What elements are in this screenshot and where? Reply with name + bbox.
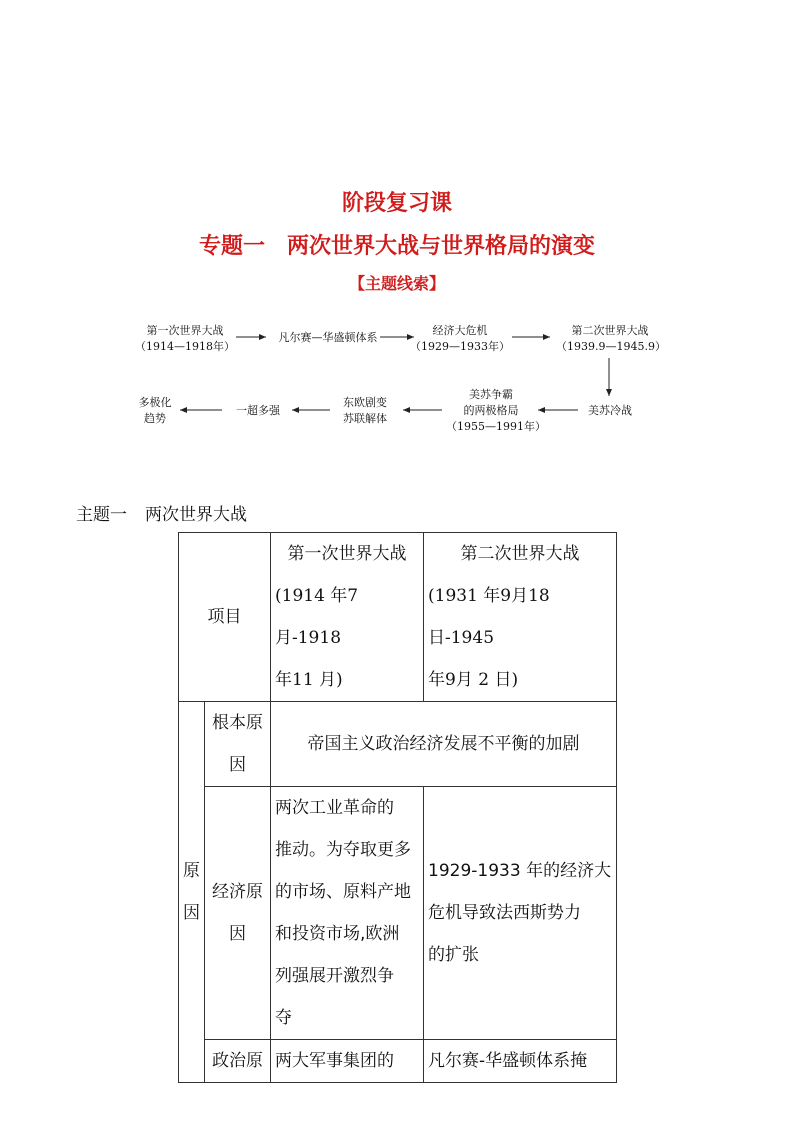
flow-node-bipolar: [446, 387, 546, 435]
political-cause-label: [205, 1040, 271, 1083]
section-label: 主题一: [76, 505, 127, 525]
cell-text: 帝国主义政治经济发展不平衡的加剧: [307, 734, 580, 754]
flow-node-soviet-collapse: [330, 395, 400, 427]
node-text: 多极化: [138, 396, 172, 409]
node-text: （1914—1918年）: [135, 340, 235, 353]
topic-title: 专题一 两次世界大战与世界格局的演变: [198, 234, 595, 259]
cell-text: 列强展开激烈争: [275, 966, 394, 986]
node-text: 美苏冷战: [588, 404, 632, 417]
table-header-row: [179, 533, 617, 702]
cell-text: 1929-1933 年的经济大: [428, 861, 612, 881]
node-text: 美苏争霸: [469, 388, 513, 401]
flow-node-versailles: [268, 330, 388, 346]
node-text: 趋势: [144, 412, 166, 425]
cell-text: 因: [229, 755, 246, 775]
cell-text: 的市场、原料产地: [275, 882, 411, 902]
root-cause-value: [271, 702, 617, 787]
node-text: 苏联解体: [343, 412, 387, 425]
flow-node-cold-war: [580, 403, 640, 419]
econ-cause-ww2: [424, 787, 617, 1040]
cell-text: 夺: [275, 1008, 292, 1028]
cell-text: 年9月 2 日): [428, 670, 519, 690]
flow-node-ww2: [556, 323, 664, 355]
cell-text: (1931 年9月18日-1945: [428, 586, 550, 648]
node-text: （1955—1991年）: [446, 420, 546, 433]
table-row-econ-cause: [179, 787, 617, 1040]
political-cause-ww2: [424, 1040, 617, 1083]
cell-text: 根本原: [212, 713, 263, 733]
node-text: 的两极格局: [463, 404, 519, 417]
cell-text: 原: [183, 861, 200, 881]
node-text: 第二次世界大战: [571, 324, 649, 337]
cell-text: 两大军事集团的: [275, 1051, 394, 1071]
node-text: 第一次世界大战: [146, 324, 224, 337]
flow-node-superpower: [226, 403, 290, 419]
section-heading: [76, 500, 247, 525]
cell-text: 因: [183, 903, 200, 923]
header-ww2: [424, 533, 617, 702]
cell-text: 第一次世界大战: [287, 544, 407, 564]
node-text: （1939.9—1945.9）: [556, 340, 666, 353]
econ-cause-ww1: [271, 787, 424, 1040]
flow-node-depression: [410, 323, 510, 355]
econ-cause-label: [205, 787, 271, 1040]
clue-label: 【主题线索】: [348, 274, 445, 293]
cell-text: (1914 年7月-1918: [275, 586, 359, 648]
table-row-root-cause: [179, 702, 617, 787]
node-text: 一超多强: [236, 404, 280, 417]
table-row-political-cause: [179, 1040, 617, 1083]
cell-text: 经济原: [212, 882, 263, 902]
flow-node-multipolar: [130, 395, 180, 427]
flow-node-ww1: [130, 323, 240, 355]
cell-text: 年11 月): [275, 670, 343, 690]
cell-text: 因: [229, 924, 246, 944]
cell-text: 第二次世界大战: [460, 544, 580, 564]
node-text: 经济大危机: [432, 324, 488, 337]
cell-text: 和投资市场,欧洲: [275, 924, 400, 944]
cell-text: 凡尔赛-华盛顿体系掩: [428, 1051, 588, 1071]
cell-text: 危机导致法西斯势力: [428, 903, 581, 923]
political-cause-ww1: [271, 1040, 424, 1083]
cell-text: 项目: [207, 607, 242, 627]
node-text: 凡尔赛—华盛顿体系: [278, 331, 378, 344]
header-ww1: [271, 533, 424, 702]
cause-group-label: [179, 702, 205, 1083]
header-item: [179, 533, 271, 702]
cell-text: 的扩张: [428, 945, 479, 965]
cell-text: 两次工业革命的: [275, 798, 394, 818]
war-comparison-table: [178, 532, 617, 1083]
lesson-title: 阶段复习课: [341, 191, 452, 216]
cell-text: 推动。为夺取更多: [275, 840, 411, 860]
root-cause-label: [205, 702, 271, 787]
cell-text: 政治原: [212, 1051, 263, 1071]
node-text: 东欧剧变: [343, 396, 387, 409]
section-title: 两次世界大战: [145, 505, 247, 525]
node-text: （1929—1933年）: [410, 340, 510, 353]
